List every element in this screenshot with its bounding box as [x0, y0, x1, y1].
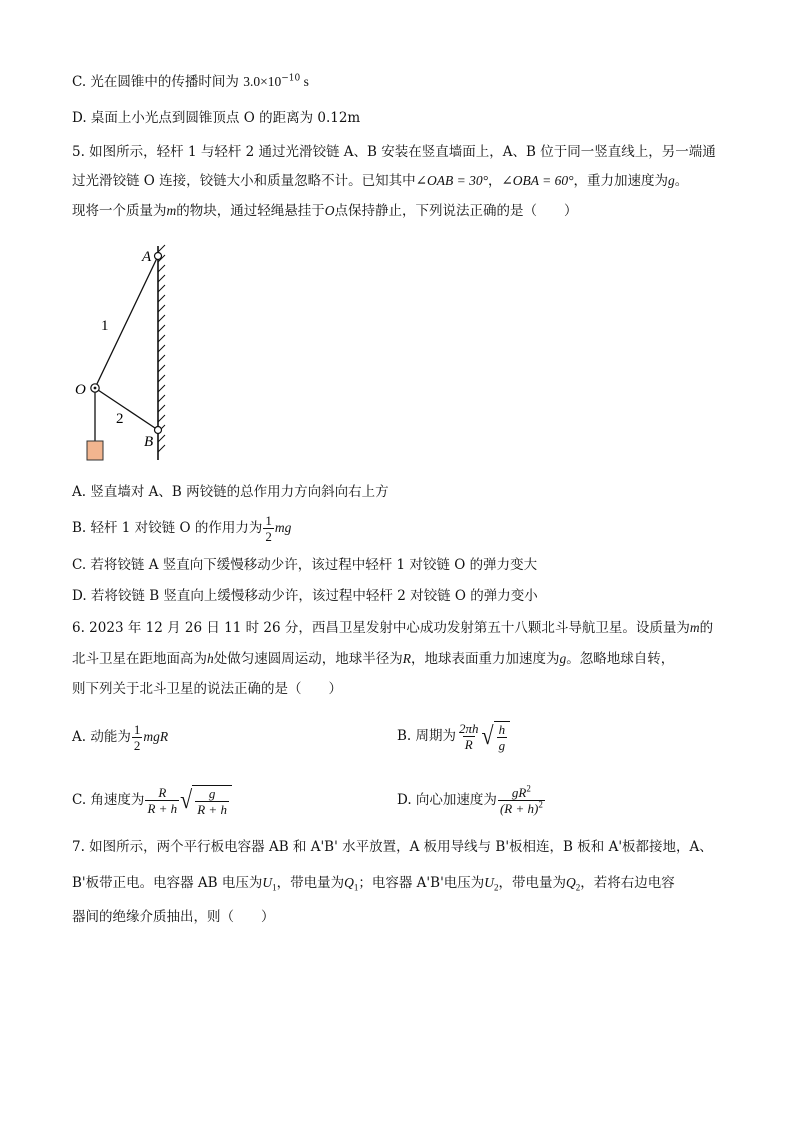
- q6-option-b-fraction: [457, 721, 481, 752]
- q6-stem-line1: [72, 618, 713, 638]
- wall-hatching: [158, 245, 165, 452]
- hinge-a: [155, 253, 162, 260]
- q7-q2-subscript: 2: [575, 882, 581, 893]
- numerator-exponent: 2: [526, 783, 531, 794]
- q6-r-symbol: R: [402, 651, 411, 666]
- q6-option-d-text: D. 向心加速度为: [397, 792, 497, 808]
- q6-stem-text: ，地球表面重力加速度为: [411, 651, 560, 667]
- q5-stem-text: 现将一个质量为: [72, 203, 167, 219]
- fraction-numerator: 2πh: [459, 721, 479, 736]
- q4-option-c: [72, 72, 309, 92]
- q6-option-c-fraction: [145, 785, 179, 816]
- q6-g-symbol: g: [559, 651, 567, 666]
- q5-stem-sep: ，: [487, 173, 502, 189]
- hanging-block: [87, 441, 103, 460]
- q5-stem-line1: 5. 如图所示，轻杆 1 与轻杆 2 通过光滑铰链 A、B 安装在竖直墙面上，A、B 位于同一竖直线上，另一端通: [72, 144, 716, 160]
- sqrt-fraction: [195, 786, 229, 817]
- hinge-b: [155, 427, 162, 434]
- fraction-numerator: g: [208, 785, 216, 801]
- q7-u2-subscript: 2: [494, 882, 499, 893]
- fraction-denominator: R: [464, 737, 473, 752]
- fraction-denominator: 2: [265, 529, 272, 544]
- q4-option-d: D. 桌面上小光点到圆锥顶点 O 的距离为 0.12m: [72, 110, 361, 126]
- q7-stem-text: ；电容器 A'B'电压为: [358, 875, 485, 891]
- q6-option-c-text: C. 角速度为: [72, 792, 145, 808]
- denominator-exponent: 2: [538, 799, 543, 810]
- q5-stem-text: 的物块，通过轻绳悬挂于: [176, 203, 325, 219]
- q6-stem-text: 处做匀速圆周运动，地球半径为: [213, 651, 403, 667]
- q5-stem-text: 。: [674, 173, 689, 189]
- q4-option-c-unit: s: [300, 74, 309, 89]
- q4-option-c-value: 3.0×10: [243, 74, 282, 89]
- fraction-denominator: g: [498, 737, 506, 753]
- q6-option-a: [72, 720, 168, 754]
- q6-option-d-fraction: [498, 785, 545, 816]
- sqrt-sign: √: [481, 720, 494, 750]
- q4-option-c-text: C. 光在圆锥中的传播时间为: [72, 74, 244, 90]
- q7-u1-symbol: U: [262, 875, 273, 890]
- fraction-numerator: 1: [133, 722, 141, 737]
- q7-stem-text: ，若将右边电容: [580, 875, 675, 891]
- q6-option-b: [397, 716, 510, 756]
- q5-option-a: A. 竖直墙对 A、B 两铰链的总作用力方向斜向右上方: [72, 484, 389, 500]
- q7-u1-subscript: 1: [272, 882, 277, 893]
- q5-m-symbol: m: [166, 203, 177, 218]
- q7-stem-line1: 7. 如图所示，两个平行板电容器 AB 和 A'B' 水平放置，A 板用导线与 B'板相连，B 板和 A'板都接地，A、: [72, 839, 713, 855]
- numerator-text: gR: [511, 785, 527, 800]
- sqrt-body: [192, 785, 232, 817]
- q6-option-c-sqrt: [180, 785, 232, 817]
- fraction-numerator: 1: [265, 513, 272, 528]
- q5-figure: [70, 238, 190, 468]
- q7-stem-line2: [72, 873, 675, 893]
- q7-stem-text: ，带电量为: [498, 875, 567, 891]
- fraction-denominator: R + h: [147, 801, 178, 816]
- q7-u2-symbol: U: [484, 875, 495, 890]
- q6-stem-line3: 则下列关于北斗卫星的说法正确的是（ ）: [72, 681, 342, 697]
- q5-option-d: D. 若将铰链 B 竖直向上缓慢移动少许，该过程中轻杆 2 对铰链 O 的弹力变小: [72, 588, 538, 604]
- fraction-denominator: R + h: [197, 801, 227, 817]
- q5-option-b: [72, 512, 291, 544]
- sqrt-body: [494, 721, 511, 753]
- q7-stem-text: ，带电量为: [276, 875, 345, 891]
- q6-stem-text: 的: [699, 620, 714, 636]
- q6-option-b-sqrt: [482, 721, 511, 753]
- fraction-denominator: [498, 800, 545, 816]
- q4-option-c-exponent: −10: [281, 73, 301, 84]
- q5-option-b-text: B. 轻杆 1 对铰链 O 的作用力为: [72, 520, 263, 536]
- q6-option-c: [72, 780, 232, 820]
- q7-q2-symbol: Q: [566, 875, 576, 890]
- q5-g-symbol: g: [668, 173, 675, 188]
- q6-stem-text: 6. 2023 年 12 月 26 日 11 时 26 分，西昌卫星发射中心成功发射第五十八颗北斗导航卫星。设质量为: [72, 620, 690, 636]
- q7-stem-line3: 器间的绝缘介质抽出，则（ ）: [72, 909, 275, 925]
- sqrt-fraction: [497, 722, 508, 753]
- q5-option-b-fraction: [263, 513, 274, 544]
- q5-stem-text: 过光滑铰链 O 连接，铰链大小和质量忽略不计。已知其中: [72, 173, 416, 189]
- hinge-o-dot: [94, 387, 97, 390]
- fraction-numerator: h: [498, 721, 506, 737]
- q6-stem-text: 。忽略地球自转，: [566, 651, 675, 667]
- fraction-numerator: [510, 785, 533, 800]
- q5-angle-oab: ∠OAB = 30°: [415, 173, 488, 188]
- label-o: O: [75, 382, 86, 398]
- sqrt-sign: √: [180, 784, 193, 814]
- q5-stem-text: 点保持静止，下列说法正确的是（ ）: [334, 203, 578, 219]
- q6-option-d: [397, 780, 546, 820]
- q6-option-a-text: A. 动能为: [72, 729, 131, 745]
- q5-stem-text: ，重力加速度为: [573, 173, 669, 189]
- q6-option-b-text: B. 周期为: [397, 728, 457, 744]
- q6-h-symbol: h: [207, 651, 214, 666]
- fraction-denominator: 2: [133, 738, 141, 753]
- q5-angle-oba: ∠OBA = 60°: [501, 173, 574, 188]
- q5-o-symbol: O: [324, 203, 335, 218]
- q6-stem-text: 北斗卫星在距地面高为: [72, 651, 207, 667]
- fraction-numerator: R: [158, 785, 167, 800]
- q6-option-a-mgr: mgR: [143, 729, 169, 744]
- q5-stem-line2: [72, 171, 688, 191]
- label-b: B: [144, 434, 154, 450]
- q7-stem-text: B'板带正电。电容器 AB 电压为: [72, 875, 263, 891]
- label-rod-1: 1: [101, 318, 109, 334]
- q5-option-c: C. 若将铰链 A 竖直向下缓慢移动少许，该过程中轻杆 1 对铰链 O 的弹力变大: [72, 557, 538, 573]
- denominator-text: (R + h): [499, 801, 539, 816]
- q6-m-symbol: m: [689, 620, 700, 635]
- q6-option-a-fraction: [132, 722, 143, 753]
- q6-stem-line2: [72, 649, 674, 669]
- q7-q1-subscript: 1: [353, 882, 359, 893]
- q7-q1-symbol: Q: [344, 875, 354, 890]
- rod-2: [95, 388, 158, 430]
- label-a: A: [142, 249, 152, 265]
- q5-option-b-mg: mg: [274, 520, 292, 535]
- label-rod-2: 2: [116, 411, 124, 427]
- q5-stem-line3: [72, 201, 578, 221]
